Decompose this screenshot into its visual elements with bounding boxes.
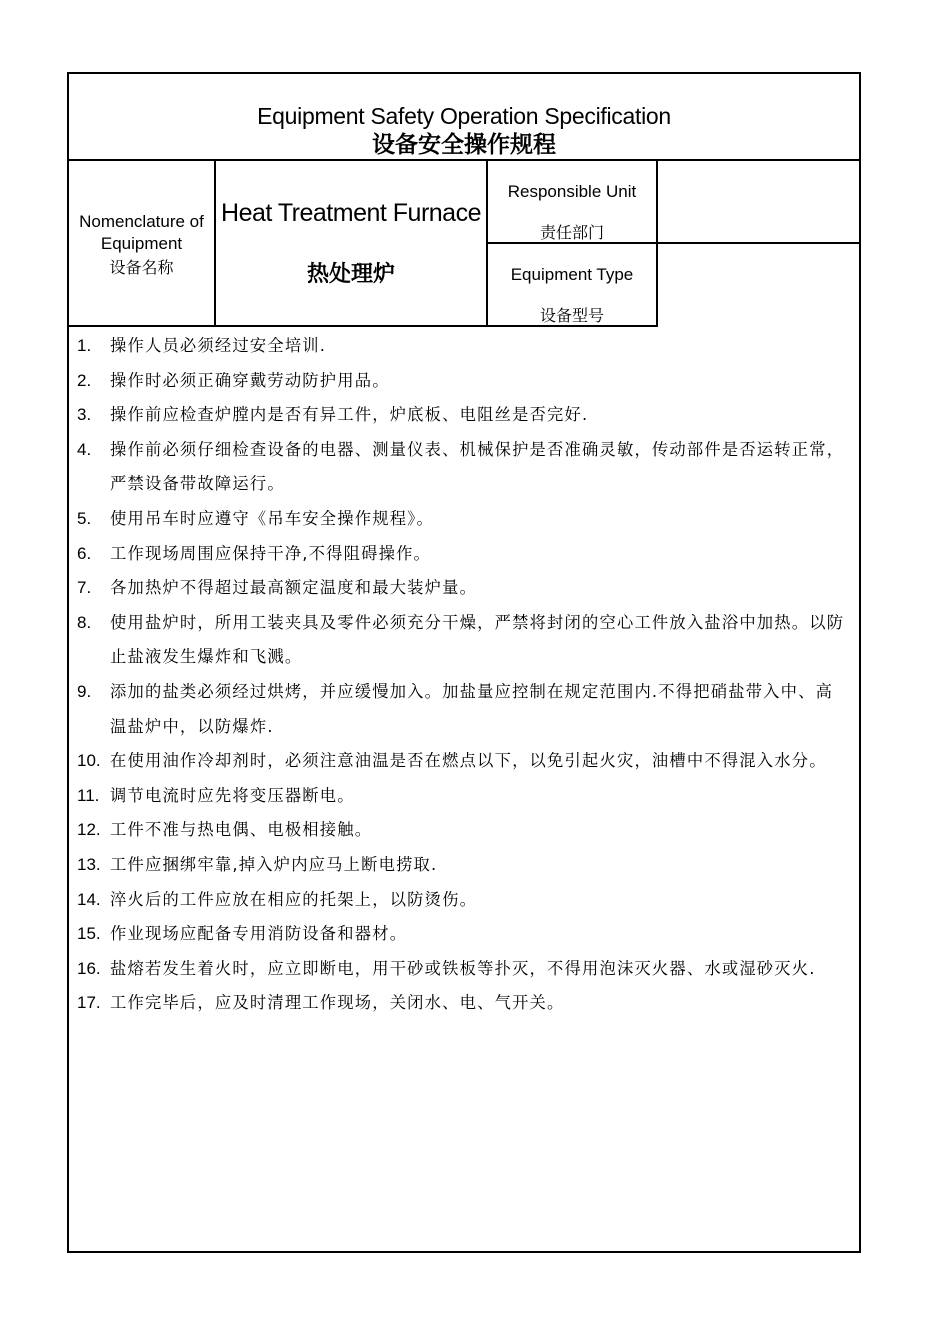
rule-number: 14. — [77, 889, 101, 909]
specification-sheet — [67, 72, 861, 1253]
rule-text: 工件应捆绑牢靠,掉入炉内应马上断电捞取. — [110, 854, 438, 874]
rule-item — [77, 502, 849, 537]
rule-item — [77, 848, 849, 883]
rule-text: 作业现场应配备专用消防设备和器材。 — [110, 924, 408, 944]
equipment-type-label-en: Equipment Type — [510, 265, 634, 284]
rule-number: 12. — [77, 820, 101, 840]
rule-number: 9. — [77, 681, 92, 701]
rule-text: 使用吊车时应遵守《吊车安全操作规程》。 — [110, 508, 435, 528]
rule-number: 16. — [77, 958, 101, 978]
rule-item — [77, 813, 849, 848]
rule-text: 操作人员必须经过安全培训. — [110, 336, 327, 355]
rule-number: 11. — [77, 785, 100, 805]
page-title-cn: 设备安全操作规程 — [372, 132, 556, 158]
rule-number: 4. — [77, 439, 92, 459]
responsible-unit-label-cn: 责任部门 — [539, 223, 604, 242]
rule-number: 10. — [77, 751, 101, 771]
rule-number: 5. — [77, 508, 92, 528]
rule-number: 7. — [77, 578, 92, 598]
equipment-name-en: Heat Treatment Furnace — [221, 199, 481, 227]
rule-number: 1. — [77, 336, 92, 355]
rule-number: 8. — [77, 612, 92, 632]
rule-text: 盐熔若发生着火时，应立即断电，用干砂或铁板等扑灭，不得用泡沫灭火器、水或湿砂灭火. — [110, 958, 816, 978]
rule-number: 3. — [77, 405, 92, 425]
equipment-name-cn: 热处理炉 — [306, 262, 395, 287]
rule-item — [77, 675, 849, 744]
rule-text: 工件不准与热电偶、电极相接触。 — [110, 820, 373, 840]
responsible-unit-value-cell[interactable] — [658, 161, 859, 244]
rule-item — [77, 571, 849, 606]
rule-item — [77, 883, 849, 918]
rule-text: 淬火后的工件应放在相应的托架上，以防烫伤。 — [110, 889, 478, 909]
info-table-divider — [69, 325, 488, 327]
rule-text: 操作前应检查炉膛内是否有异工件，炉底板、电阻丝是否完好. — [110, 405, 589, 425]
equipment-info-table — [69, 161, 859, 327]
equipment-type-label-cn: 设备型号 — [539, 306, 604, 325]
nomenclature-label-en: Nomenclature of Equipment — [79, 212, 204, 253]
rule-text: 工作现场周围应保持干净,不得阻碍操作。 — [110, 543, 432, 563]
page-title-en: Equipment Safety Operation Specification — [257, 103, 671, 129]
rule-text: 使用盐炉时，所用工装夹具及零件必须充分干燥，严禁将封闭的空心工件放入盐浴中加热。以防止盐液发生爆炸和飞溅。 — [110, 612, 845, 667]
rule-number: 17. — [77, 993, 101, 1013]
rule-item — [77, 364, 849, 399]
rule-item — [77, 329, 849, 364]
rule-number: 6. — [77, 543, 92, 563]
safety-rules-list — [77, 329, 849, 1021]
rule-number: 2. — [77, 370, 92, 390]
equipment-name-cell — [216, 161, 488, 325]
rule-text: 调节电流时应先将变压器断电。 — [110, 785, 355, 805]
rule-item — [77, 779, 849, 814]
nomenclature-label-cn: 设备名称 — [109, 258, 174, 277]
rule-text: 工作完毕后，应及时清理工作现场，关闭水、电、气开关。 — [110, 993, 565, 1013]
rule-item — [77, 744, 849, 779]
responsible-unit-label-cell — [488, 161, 658, 244]
responsible-unit-label-en: Responsible Unit — [507, 182, 637, 201]
rule-item — [77, 537, 849, 572]
equipment-type-label-cell — [488, 244, 658, 327]
rule-text: 在使用油作冷却剂时，必须注意油温是否在燃点以下，以免引起火灾，油槽中不得混入水分。 — [110, 751, 827, 771]
rule-text: 操作时必须正确穿戴劳动防护用品。 — [110, 370, 390, 390]
rule-text: 添加的盐类必须经过烘烤，并应缓慢加入。加盐量应控制在规定范围内.不得把硝盐带入中、高温盐炉中，以防爆炸. — [110, 681, 834, 736]
rule-item — [77, 986, 849, 1021]
title-band — [69, 74, 859, 161]
equipment-type-value-cell[interactable] — [658, 244, 859, 325]
rule-item — [77, 606, 849, 675]
rule-item — [77, 433, 849, 502]
rule-item — [77, 952, 849, 987]
rule-item — [77, 917, 849, 952]
rule-text: 各加热炉不得超过最高额定温度和最大装炉量。 — [110, 578, 478, 598]
nomenclature-label-cell — [69, 161, 216, 325]
rule-item — [77, 398, 849, 433]
rule-text: 操作前必须仔细检查设备的电器、测量仪表、机械保护是否准确灵敏，传动部件是否运转正常，严禁设备带故障运行。 — [110, 439, 845, 494]
rule-number: 15. — [77, 924, 101, 944]
rule-number: 13. — [77, 854, 101, 874]
